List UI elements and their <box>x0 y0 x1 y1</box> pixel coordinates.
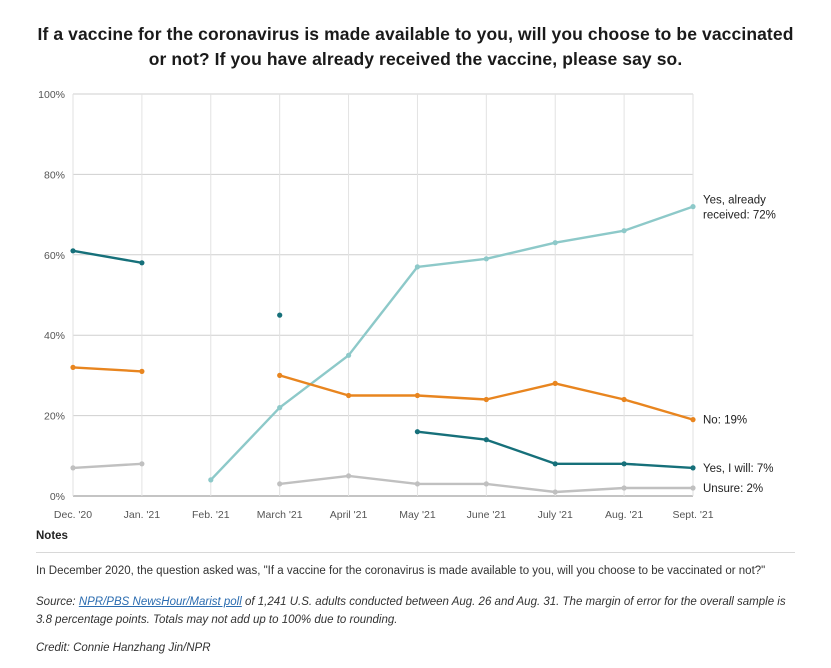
series-point <box>622 228 627 233</box>
series-end-label: Yes, I will: 7% <box>703 462 774 475</box>
series-end-label: Yes, already <box>703 194 766 207</box>
series-point <box>622 397 627 402</box>
series-point <box>622 485 627 490</box>
series-point <box>484 256 489 261</box>
series-point <box>690 204 695 209</box>
x-tick-label: March '21 <box>256 508 303 521</box>
series-point <box>622 461 627 466</box>
source-rest: of 1,241 U.S. adults conducted between Aug. 26 and Aug. 31. The margin of error for the overall sample is 3.8 percentage points. Totals may not add up to 100% due to rounding. <box>36 596 786 627</box>
x-tick-label: June '21 <box>466 508 507 521</box>
series-point <box>70 465 75 470</box>
series-point <box>346 473 351 478</box>
series-point <box>553 461 558 466</box>
series-point <box>139 461 144 466</box>
series-line <box>73 367 142 371</box>
x-tick-label: Feb. '21 <box>191 508 230 521</box>
x-tick-label: Sept. '21 <box>672 508 714 521</box>
y-tick-label: 100% <box>38 88 65 101</box>
x-tick-label: Aug. '21 <box>605 508 644 521</box>
series-point <box>139 260 144 265</box>
page-title: If a vaccine for the coronavirus is made available to you, will you choose to be vaccinated or not? If you have already received the vaccine, please say so. <box>37 24 794 69</box>
series-point <box>415 264 420 269</box>
notes-divider <box>36 552 795 553</box>
series-point <box>690 465 695 470</box>
series-end-label: No: 19% <box>703 414 748 427</box>
series-end-label: Unsure: 2% <box>703 482 764 495</box>
series-point <box>277 312 282 317</box>
x-tick-label: May '21 <box>399 508 436 521</box>
series-point <box>415 393 420 398</box>
series-point <box>484 481 489 486</box>
chart-footnotes <box>36 530 795 654</box>
series-point <box>553 489 558 494</box>
credit-line: Credit: Connie Hanzhang Jin/NPR <box>36 641 211 654</box>
x-tick-label: Jan. '21 <box>123 508 161 521</box>
y-tick-label: 0% <box>49 490 65 503</box>
series-point <box>346 352 351 357</box>
series-point <box>484 397 489 402</box>
series-point <box>690 417 695 422</box>
x-tick-label: April '21 <box>329 508 368 521</box>
series-point <box>484 437 489 442</box>
series-point <box>208 477 213 482</box>
series-point <box>277 372 282 377</box>
series-point <box>690 485 695 490</box>
y-tick-label: 60% <box>43 249 65 262</box>
series-point <box>277 481 282 486</box>
series-end-label: received: 72% <box>703 209 776 222</box>
series-line <box>73 250 142 262</box>
x-tick-label: July '21 <box>537 508 573 521</box>
series-point <box>553 380 558 385</box>
source-line <box>36 594 795 630</box>
y-tick-label: 20% <box>43 410 65 423</box>
series-point <box>346 393 351 398</box>
series-point <box>277 405 282 410</box>
y-tick-label: 40% <box>43 329 65 342</box>
x-tick-label: Dec. '20 <box>53 508 93 521</box>
series-point <box>139 368 144 373</box>
source-prefix: Source: <box>36 596 79 609</box>
y-tick-label: 80% <box>43 169 65 182</box>
series-line <box>73 463 142 467</box>
chart-plot-area <box>0 86 831 526</box>
series-point <box>553 240 558 245</box>
notes-heading: Notes <box>36 530 68 542</box>
notes-body: In December 2020, the question asked was, "If a vaccine for the coronavirus is made available to you, will you choose to be vaccinated or not?" <box>36 565 766 577</box>
series-point <box>415 429 420 434</box>
series-point <box>70 248 75 253</box>
line-chart-svg <box>0 86 831 526</box>
series-point <box>415 481 420 486</box>
series-line <box>211 206 693 479</box>
series-point <box>70 364 75 369</box>
source-link[interactable]: NPR/PBS NewsHour/Marist poll <box>78 596 242 609</box>
